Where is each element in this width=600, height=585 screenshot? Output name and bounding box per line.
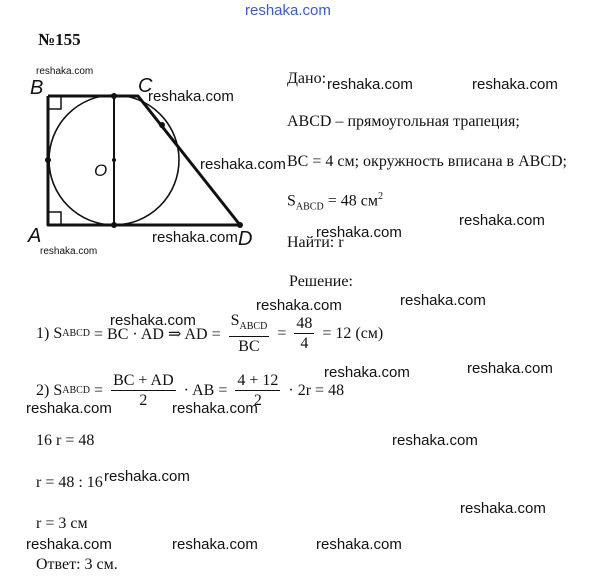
watermark-17: reshaka.com	[460, 500, 546, 517]
vertex-a-label: A	[28, 225, 42, 247]
solution-step-1: 1) S ABCD = BC · AD ⇒ AD = $\frac{S_{ABCD}}{BC}$ = $\frac{48}{4}$ = 12 (см)	[36, 312, 384, 356]
given-line-3: $S_{ABCD} = 48$ $см^2$	[287, 191, 383, 213]
watermark-1: reshaka.com	[327, 76, 413, 93]
watermark-14: reshaka.com	[172, 400, 258, 417]
solution-line-3: 16 r = 48	[36, 432, 95, 449]
vertex-c-label: C	[138, 75, 153, 97]
tangent-point-right	[159, 122, 165, 128]
tangent-point-bottom	[111, 222, 117, 228]
vertex-d-label: D	[238, 228, 253, 250]
tangent-point-top	[111, 93, 117, 99]
given-heading: Дано:	[287, 70, 327, 87]
watermark-2: reshaka.com	[472, 76, 558, 93]
right-angle-a	[48, 212, 61, 225]
given-line-1: ABCD – прямоугольная трапеция;	[287, 113, 520, 130]
problem-number: №155	[38, 30, 81, 49]
watermark-16: reshaka.com	[104, 468, 190, 485]
watermark-9: reshaka.com	[400, 292, 486, 309]
solution-step-2: 2) S ABCD = $\frac{BC + AD}{2}$ · AB = $\frac{4 + 12}{2}$ · 2r = 48	[36, 372, 345, 409]
watermark-4: reshaka.com	[200, 156, 286, 173]
solution-heading: Решение:	[289, 273, 353, 290]
center-o-label: O	[94, 161, 108, 180]
watermark-5: reshaka.com	[459, 212, 545, 229]
vertex-b-label: B	[30, 77, 44, 99]
watermark-3: reshaka.com	[148, 88, 234, 105]
watermark-13: reshaka.com	[26, 400, 112, 417]
center-point	[112, 158, 116, 162]
right-angle-b	[48, 96, 61, 109]
watermark-6: reshaka.com	[152, 229, 238, 246]
watermark-20: reshaka.com	[316, 536, 402, 553]
watermark-12: reshaka.com	[324, 364, 410, 381]
watermark-18: reshaka.com	[26, 536, 112, 553]
watermark-8: reshaka.com	[256, 297, 342, 314]
watermark-19: reshaka.com	[172, 536, 258, 553]
watermark-7: reshaka.com	[316, 224, 402, 241]
watermark-10: reshaka.com	[110, 312, 196, 329]
tangent-point-left	[45, 157, 51, 163]
answer-line: Ответ: 3 см.	[36, 556, 118, 573]
solution-line-4: r = 48 : 16	[36, 474, 103, 491]
figure-watermark-bottom: reshaka.com	[40, 246, 98, 257]
figure-watermark-top: reshaka.com	[36, 66, 94, 77]
given-line-2: BC = 4 см; окружность вписана в ABCD;	[287, 153, 567, 170]
solution-line-5: r = 3 см	[36, 515, 88, 532]
find-line: Найти: r	[287, 234, 344, 251]
top-watermark: reshaka.com	[245, 2, 331, 19]
watermark-15: reshaka.com	[392, 432, 478, 449]
watermark-11: reshaka.com	[467, 360, 553, 377]
